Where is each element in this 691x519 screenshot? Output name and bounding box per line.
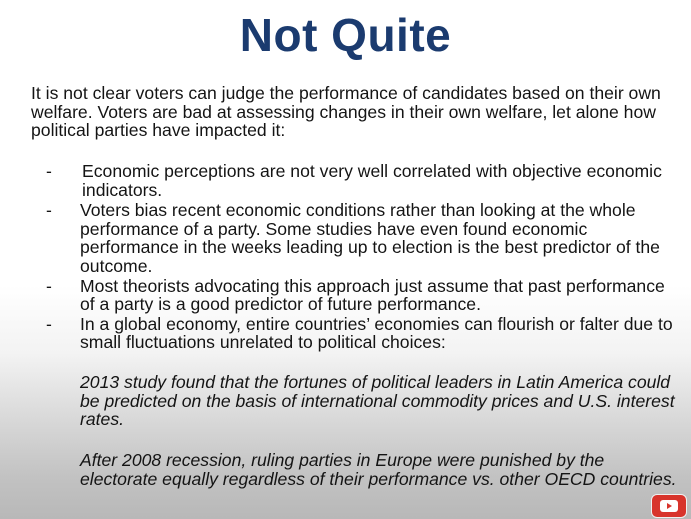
bullet-list xyxy=(44,162,684,353)
bullet-marker: - xyxy=(46,161,52,181)
slide-title: Not Quite xyxy=(239,9,452,61)
bullet-text: Voters bias recent economic conditions rather than looking at the whole performance of a party. Some studies have even found economic performance in the weeks leading up to election is the best predictor of the outcome. xyxy=(80,200,660,276)
bullet-marker: - xyxy=(46,200,52,221)
bullet-item xyxy=(44,162,684,199)
bullet-marker: - xyxy=(46,275,52,296)
youtube-play-icon xyxy=(660,500,678,512)
bullet-text: In a global economy, entire countries’ economies can flourish or falter due to small fluctuations unrelated to political choices: xyxy=(80,313,673,353)
bullet-item xyxy=(44,315,684,352)
study-note-latin-america: 2013 study found that the fortunes of political leaders in Latin America could be predicted on the basis of international commodity prices and U.S. interest rates. xyxy=(80,372,675,430)
bullet-marker: - xyxy=(46,313,52,334)
intro-paragraph: It is not clear voters can judge the performance of candidates based on their own welfare. Voters are bad at assessing changes in their own welfare, let alone how political parties have impacted it: xyxy=(31,83,661,141)
study-note-europe-recession: After 2008 recession, ruling parties in Europe were punished by the electorate equally regardless of their performance vs. other OECD countries. xyxy=(80,450,677,489)
bullet-item xyxy=(44,277,684,314)
youtube-button[interactable] xyxy=(652,495,686,517)
bullet-item xyxy=(44,201,684,275)
bullet-text: Economic perceptions are not very well correlated with objective economic indicators. xyxy=(82,161,662,200)
bullet-text: Most theorists advocating this approach just assume that past performance of a party is a good predictor of future performance. xyxy=(80,275,665,315)
